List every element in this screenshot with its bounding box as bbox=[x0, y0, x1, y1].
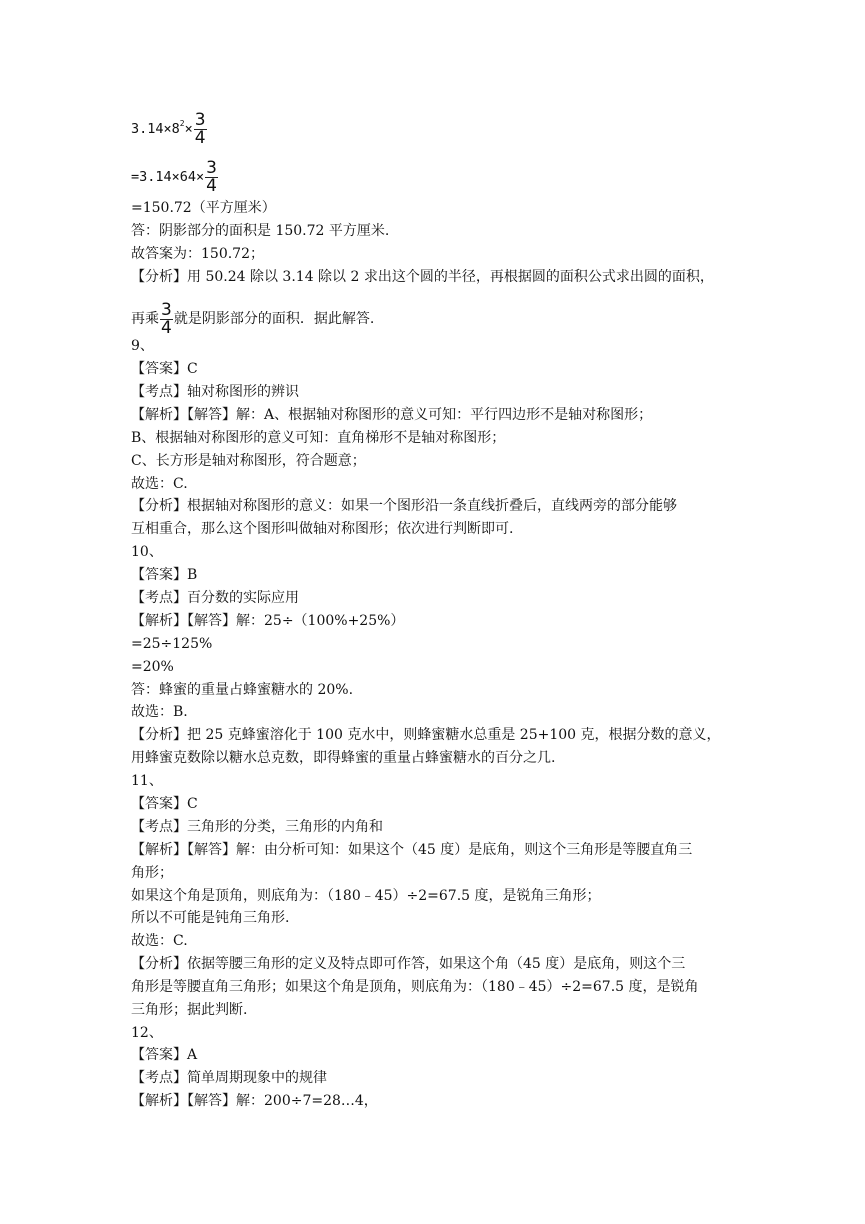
fraction-numerator: 3 bbox=[206, 158, 217, 178]
solution-line: 所以不可能是钝角三角形. bbox=[131, 910, 290, 926]
question-number: 10、 bbox=[131, 544, 163, 560]
formula-line-1 bbox=[131, 112, 751, 147]
topic-label: 【考点】简单周期现象中的规律 bbox=[131, 1070, 327, 1086]
question-number: 11、 bbox=[131, 773, 163, 789]
answer-label: 【答案】C bbox=[131, 361, 198, 377]
fraction bbox=[194, 112, 207, 147]
fraction-denominator: 4 bbox=[206, 176, 217, 196]
solution-line: 【解析】【解答】解：A、根据轴对称图形的意义可知：平行四边形不是轴对称图形； bbox=[131, 407, 653, 423]
answer-label: 【答案】B bbox=[131, 567, 198, 583]
analysis-line: 【分析】把 25 克蜂蜜溶化于 100 克水中，则蜂蜜糖水总重是 25+100 克，根据分数的意义， bbox=[131, 727, 721, 743]
formula-result: =150.72（平方厘米） bbox=[131, 200, 276, 216]
analysis-text: 就是阴影部分的面积．据此解答. bbox=[173, 311, 375, 327]
formula-line-2 bbox=[131, 160, 751, 195]
analysis-line: 互相重合，那么这个图形叫做轴对称图形；依次进行判断即可. bbox=[131, 521, 514, 537]
question-number: 9、 bbox=[131, 338, 154, 354]
solution-line: 【解析】【解答】解：200÷7=28…4， bbox=[131, 1093, 378, 1109]
fraction-numerator: 3 bbox=[161, 300, 172, 320]
analysis-text: 再乘 bbox=[131, 311, 159, 327]
fraction-denominator: 4 bbox=[161, 318, 172, 338]
solution-line: C、长方形是轴对称图形，符合题意； bbox=[131, 453, 366, 469]
analysis-line bbox=[131, 302, 751, 337]
topic-label: 【考点】轴对称图形的辨识 bbox=[131, 384, 299, 400]
solution-line: 如果这个角是顶角，则底角为：（180﹣45）÷2=67.5 度，是锐角三角形； bbox=[131, 888, 601, 904]
choice-line: 故选：C. bbox=[131, 476, 188, 492]
topic-label: 【考点】三角形的分类，三角形的内角和 bbox=[131, 819, 383, 835]
solution-line: B、根据轴对称图形的意义可知：直角梯形不是轴对称图形； bbox=[131, 430, 506, 446]
choice-line: 故选：B. bbox=[131, 704, 188, 720]
solution-line: 角形； bbox=[131, 865, 173, 881]
analysis-line: 【分析】用 50.24 除以 3.14 除以 2 求出这个圆的半径，再根据圆的面积公式求出圆的面积， bbox=[131, 269, 714, 285]
solution-line: =25÷125% bbox=[131, 636, 213, 652]
choice-line: 故选：C. bbox=[131, 933, 188, 949]
answer-label: 【答案】C bbox=[131, 796, 198, 812]
analysis-line: 【分析】依据等腰三角形的定义及特点即可作答，如果这个角（45 度）是底角，则这个三 bbox=[131, 956, 686, 972]
formula-part: =3.14×64× bbox=[131, 169, 205, 185]
final-answer: 故答案为：150.72； bbox=[131, 246, 264, 262]
solution-line: 【解析】【解答】解：25÷（100%+25%） bbox=[131, 613, 405, 629]
analysis-line: 【分析】根据轴对称图形的意义：如果一个图形沿一条直线折叠后，直线两旁的部分能够 bbox=[131, 498, 677, 514]
fraction bbox=[205, 160, 218, 195]
solution-line: 【解析】【解答】解：由分析可知：如果这个（45 度）是底角，则这个三角形是等腰直角三 bbox=[131, 842, 693, 858]
answer-label: 【答案】A bbox=[131, 1047, 198, 1063]
exponent: 2 bbox=[179, 119, 185, 128]
analysis-line: 三角形；据此判断. bbox=[131, 1002, 248, 1018]
fraction-numerator: 3 bbox=[194, 110, 206, 130]
answer-statement: 答：阴影部分的面积是 150.72 平方厘米. bbox=[131, 223, 390, 239]
solution-line: =20% bbox=[131, 659, 174, 675]
topic-label: 【考点】百分数的实际应用 bbox=[131, 590, 299, 606]
analysis-line: 角形是等腰直角三角形；如果这个角是顶角，则底角为：（180﹣45）÷2=67.5 度，是锐角 bbox=[131, 979, 699, 995]
conclusion-line: 答：蜂蜜的重量占蜂蜜糖水的 20%. bbox=[131, 682, 354, 698]
formula-part: 3.14×8 bbox=[131, 121, 180, 137]
question-number: 12、 bbox=[131, 1025, 163, 1041]
formula-part: × bbox=[184, 121, 193, 137]
fraction-denominator: 4 bbox=[194, 128, 206, 148]
fraction bbox=[160, 302, 173, 337]
analysis-line: 用蜂蜜克数除以糖水总克数，即得蜂蜜的重量占蜂蜜糖水的百分之几. bbox=[131, 750, 556, 766]
